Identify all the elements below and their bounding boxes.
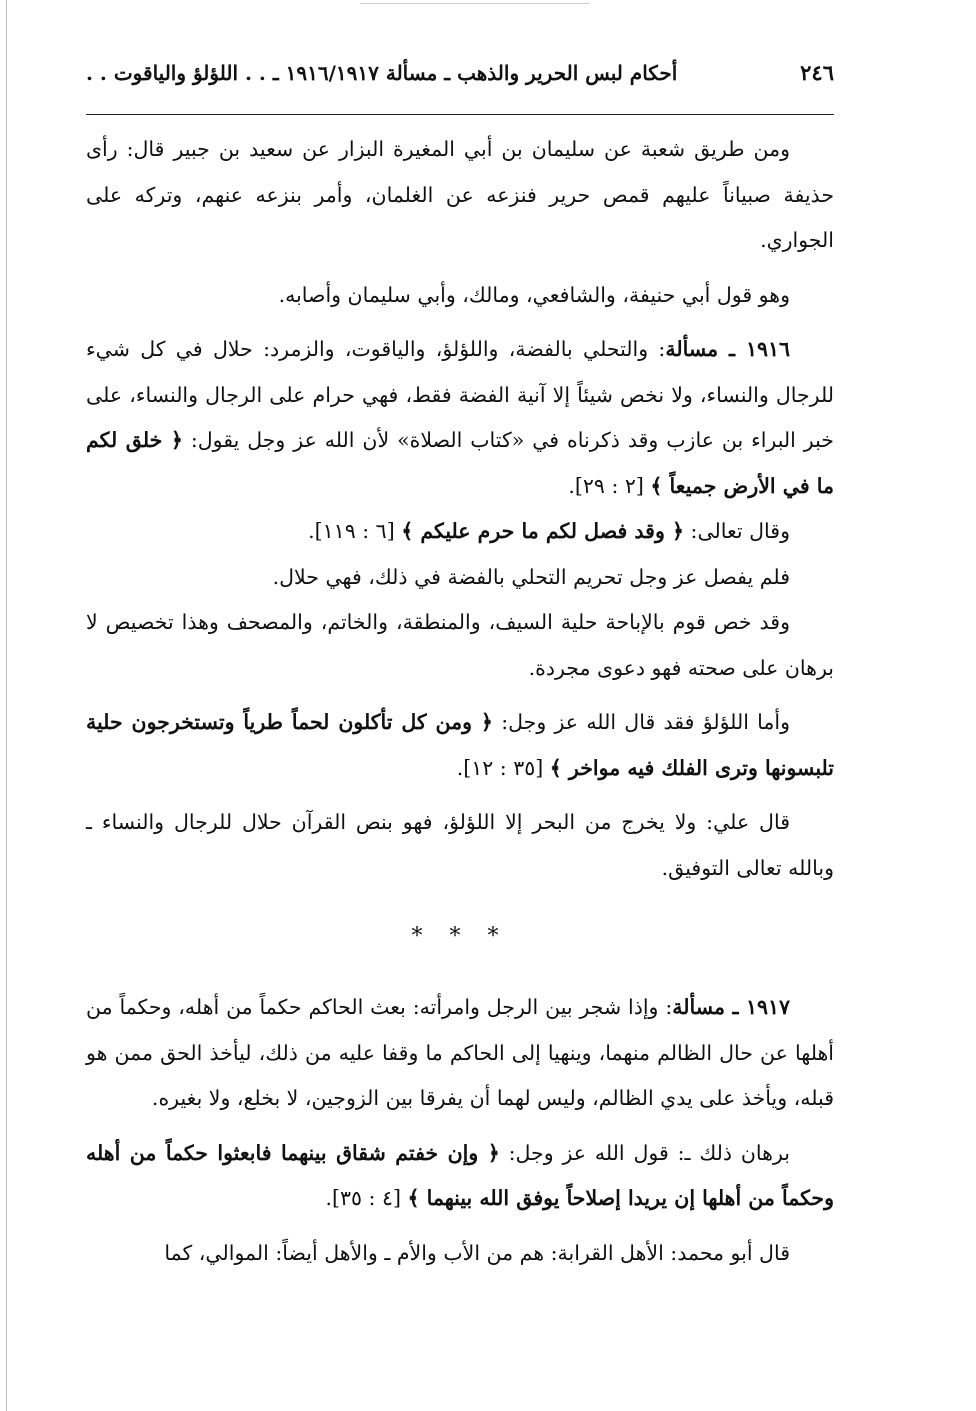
book-page	[86, 60, 834, 1276]
body-text	[86, 127, 834, 1276]
quran-quote: ﴿ ومن كل تأكلون لحماً طرياً وتستخرجون حلية تلبسونها وترى الفلك فيه مواخر ﴾	[86, 710, 834, 780]
section-1917	[86, 985, 834, 1276]
paragraph	[86, 509, 834, 555]
running-header	[86, 60, 834, 115]
quran-quote: ﴿ وقد فصل لكم ما حرم عليكم ﴾	[401, 519, 685, 543]
paragraph	[86, 127, 834, 264]
scan-edge-top	[360, 3, 590, 4]
paragraph-text: ومن طريق شعبة عن سليمان بن أبي المغيرة البزار عن سعيد بن جبير قال: رأى حذيفة صبياناً عليهم قمص حرير فنزعه عن الغلمان، وأمر بنزعه عنهم، وتركه على الجواري.	[86, 137, 834, 252]
paragraph	[86, 1131, 834, 1222]
paragraph	[86, 800, 834, 891]
section-separator: * * *	[411, 924, 509, 949]
quran-quote: ﴿ خلق لكم ما في الأرض جميعاً ﴾	[86, 428, 834, 498]
paragraph	[86, 327, 834, 509]
paragraph-text: برهان ذلك ـ: قول الله عز وجل:	[499, 1140, 791, 1165]
paragraph-text: وأما اللؤلؤ فقد قال الله عز وجل:	[492, 710, 790, 734]
paragraph-text: وهو قول أبي حنيفة، والشافعي، ومالك، وأبي سليمان وأصابه.	[278, 282, 790, 307]
paragraph	[86, 273, 834, 319]
page-number: ٢٤٦	[800, 60, 834, 85]
scan-edge	[6, 0, 7, 1411]
paragraph-text: وقال تعالى:	[684, 519, 790, 543]
paragraph-text: فلم يفصل عز وجل تحريم التحلي بالفضة في ذلك، فهي حلال.	[272, 564, 790, 589]
paragraph-text: قال أبو محمد: الأهل القرابة: هم من الأب والأم ـ والأهل أيضاً: الموالي، كما	[164, 1240, 790, 1265]
section-1916	[86, 127, 834, 891]
paragraph-text: : وإذا شجر بين الرجل وامرأته: بعث الحاكم حكماً من أهله، وحكماً من أهلها عن حال الظالم منهما، وينهيا إلى الحاكم ما وقفا عليه من ذلك، ليأخذ الحق ممن هو قبله، ويأخذ على يدي الظالم، وليس لهما أن يفرقا بين الزوجين، لا بخلع، ولا بغيره.	[86, 995, 834, 1110]
paragraph-text: [٦ : ١١٩].	[308, 519, 402, 543]
paragraph-text: [٣٥ : ١٢].	[456, 755, 550, 780]
issue-label: ١٩١٦ ـ مسألة	[665, 337, 790, 361]
paragraph-text: : والتحلي بالفضة، واللؤلؤ، والياقوت، والزمرد: حلال في كل شيء للرجال والنساء، ولا نخص شيئاً إلا آنية الفضة فقط، فهي حرام على الرجال والنساء، على خبر البراء بن عازب وقد ذكرناه في «كتاب الصلاة» لأن الله عز وجل يقول:	[86, 337, 834, 452]
running-title: أحكام لبس الحرير والذهب ـ مسألة ١٩١٦/١٩١٧ ـ . . اللؤلؤ والياقوت . .	[86, 61, 678, 85]
paragraph-text: قال علي: ولا يخرج من البحر إلا اللؤلؤ، فهو بنص القرآن حلال للرجال والنساء ـ وبالله تعالى التوفيق.	[86, 810, 834, 880]
paragraph	[86, 700, 834, 791]
paragraph	[86, 600, 834, 691]
issue-label: ١٩١٧ ـ مسألة	[672, 995, 791, 1019]
paragraph	[86, 555, 834, 601]
paragraph-text: [٤ : ٣٥].	[325, 1186, 408, 1210]
quran-quote: ﴿ وإن خفتم شقاق بينهما فابعثوا حكماً من أهله وحكماً من أهلها إن يريدا إصلاحاً يوفق الله بينهما ﴾	[86, 1140, 834, 1210]
paragraph	[86, 1231, 834, 1277]
paragraph-text: وقد خص قوم بالإباحة حلية السيف، والمنطقة، والخاتم، والمصحف وهذا تخصيص لا برهان على صحته فهو دعوى مجردة.	[86, 610, 834, 680]
paragraph	[86, 985, 834, 1122]
paragraph-text: [٢ : ٢٩].	[568, 473, 651, 498]
